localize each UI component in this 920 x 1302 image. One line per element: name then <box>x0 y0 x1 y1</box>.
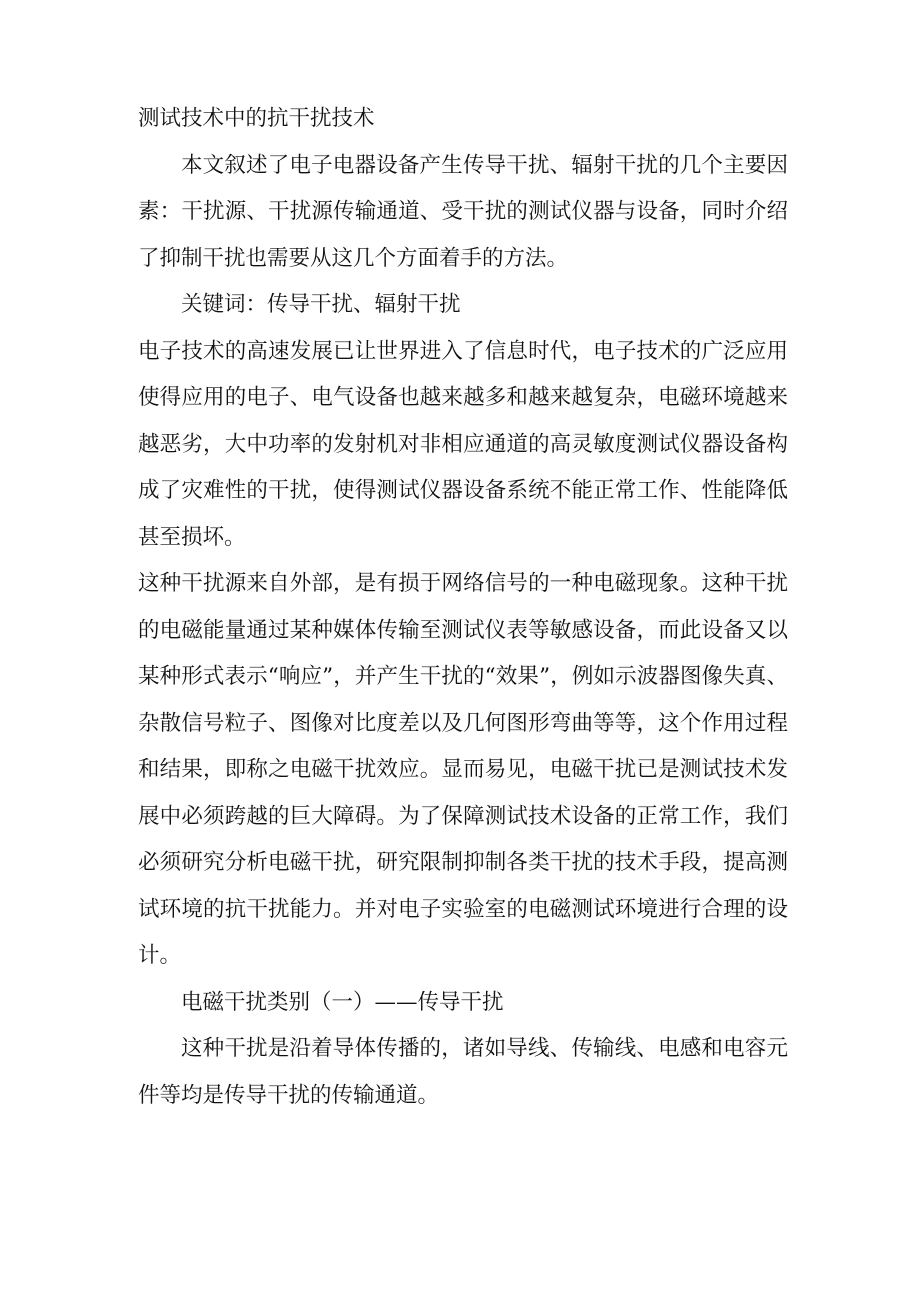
document-page <box>138 96 788 1119</box>
keywords-line: 关键词：传导干扰、辐射干扰 <box>181 292 461 317</box>
body-paragraph-2: 这种干扰源来自外部，是有损于网络信号的一种电磁现象。这种干扰的电磁能量通过某种媒体传输至测试仪表等敏感设备，而此设备又以某种形式表示“响应”，并产生干扰的“效果”，例如示波器图像失真、杂散信号粒子、图像对比度差以及几何图形弯曲等等，这个作用过程和结果，即称之电磁干扰效应。显而易见，电磁干扰已是测试技术发展中必须跨越的巨大障碍。为了保障测试技术设备的正常工作，我们必须研究分析电磁干扰，研究限制抑制各类干扰的技术手段，提高测试环境的抗干扰能力。并对电子实验室的电磁测试环境进行合理的设计。 <box>138 571 788 968</box>
document-title: 测试技术中的抗干扰技术 <box>138 106 375 131</box>
body-paragraph-1: 电子技术的高速发展已让世界进入了信息时代，电子技术的广泛应用使得应用的电子、电气设备也越来越多和越来越复杂，电磁环境越来越恶劣，大中功率的发射机对非相应通道的高灵敏度测试仪器设备构成了灾难性的干扰，使得测试仪器设备系统不能正常工作、性能降低甚至损坏。 <box>138 338 788 550</box>
abstract-paragraph: 本文叙述了电子电器设备产生传导干扰、辐射干扰的几个主要因素：干扰源、干扰源传输通道、受干扰的测试仪器与设备，同时介绍了抑制干扰也需要从这几个方面着手的方法。 <box>138 152 788 271</box>
section-heading: 电磁干扰类别（一）——传导干扰 <box>181 989 504 1015</box>
body-paragraph-3: 这种干扰是沿着导体传播的，诸如导线、传输线、电感和电容元件等均是传导干扰的传输通道。 <box>138 1036 788 1108</box>
